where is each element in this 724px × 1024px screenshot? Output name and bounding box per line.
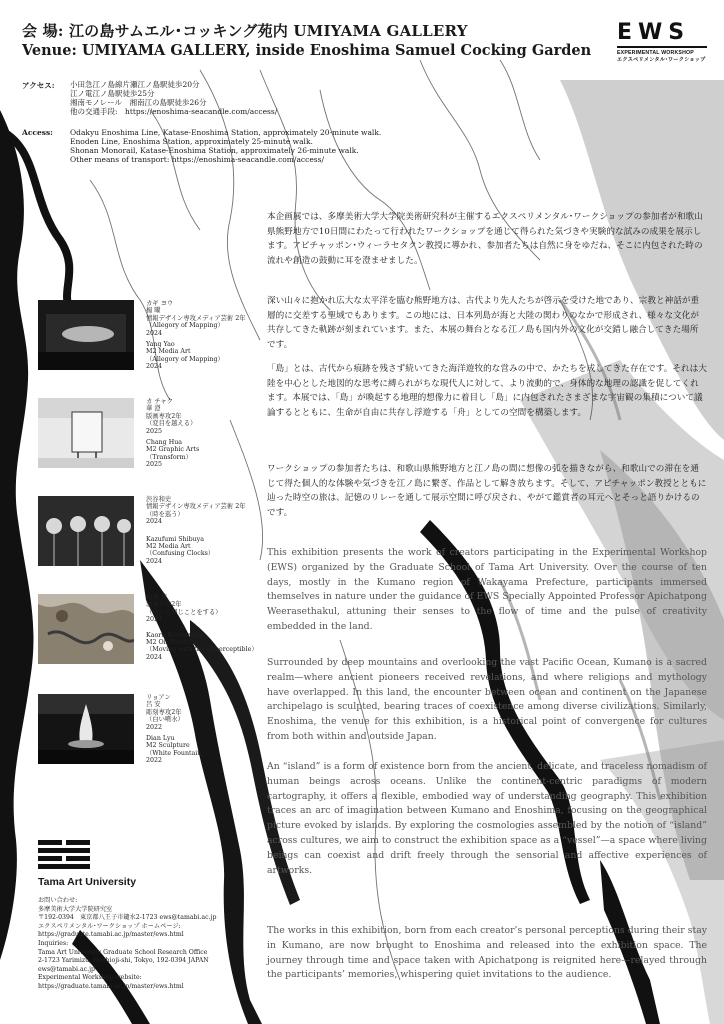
work-name-en: Dian Lyu	[146, 735, 175, 743]
work-ruby: リョアン	[146, 694, 171, 701]
work-caption-kazufumi-shibuya	[146, 496, 246, 565]
body-jp-paragraph-3: 「島」とは、古代から痕跡を残さず続いてきた海洋遊牧的な営みの中で、かたちを成してきた存在です。それは大陸を中心とした地図的な思考に縛られがちな現代人に対して、より流動的で、身体的な地理の認識を促してくれます。本展では、「島」が喚起する地理的想像力に着目し「島」に内包されたさまざまな宇宙観の集積について議論するとともに、生命が自由に共存し浮遊する「舟」としての空間を構築します。	[267, 364, 707, 418]
work-year-jp: 2024	[146, 518, 163, 526]
work-title-jp: （何かと同じことをする）	[146, 608, 222, 616]
access-url-line[interactable]: Other means of transport: https://enoshima-seacandle.com/access/	[70, 155, 324, 164]
work-title-jp: （Allegory of Mapping）	[146, 322, 224, 330]
access-list-en	[70, 128, 381, 164]
work-name-jp: 華 澄	[146, 405, 161, 413]
contact-block	[38, 897, 216, 992]
ews-logo-line2: エクスペリメンタル･ワークショップ	[617, 57, 706, 63]
venue-title-en: Venue: UMIYAMA GALLERY, inside Enoshima Samuel Cocking Garden	[22, 42, 592, 59]
access-line: 江ノ電江ノ島駅徒歩25分	[70, 89, 155, 98]
work-name-jp: 松澤 薫	[146, 594, 167, 601]
work-caption-chang-hua	[146, 398, 199, 469]
work-course-jp: 油画専攻2年	[146, 601, 182, 609]
ews-logo	[617, 22, 707, 64]
work-title-en: （Moving with the Imperceptible）	[146, 646, 258, 654]
work-name-en: Yang Yao	[146, 341, 175, 349]
body-jp-paragraph-2: 深い山々に抱かれ広大な太平洋を臨む熊野地方は、古代より先人たちが啓示を受けた地であり、宗教と神話が重層的に交差する聖域でもあります。この地には、日本列島が海と大陸の関わりのなかで形成され、様々な文化が共存してきた軌跡が刻まれています。また、本展の舞台となる江ノ島も国内外の文化が交錯し融合してきた場所です。	[267, 296, 700, 350]
work-year-jp: 2024	[146, 616, 163, 624]
work-course-en: M2 Media Art	[146, 543, 191, 551]
tama-art-university-logo	[38, 840, 98, 870]
work-year-en: 2025	[146, 461, 163, 469]
work-course-jp: 情報デザイン専攻メディア芸術 2年	[146, 314, 246, 322]
contact-url[interactable]: https://graduate.tamabi.ac.jp/master/ews.html	[38, 931, 184, 939]
access-line: Shonan Monorail, Katase-Enoshima Station, approximately 26-minute walk.	[70, 146, 359, 155]
contact-line: 多摩美術大学大学院研究室	[38, 905, 113, 913]
access-line: 湘南モノレール 湘南江の島駅徒歩26分	[70, 98, 207, 107]
contact-line: Tama Art University Graduate School Research Office	[38, 948, 208, 956]
work-course-en: M2 Graphic Arts	[146, 446, 200, 454]
work-course-jp: 彫刻専攻2年	[146, 708, 182, 716]
body-en-paragraph-1: This exhibition presents the work of creators participating in the Experimental Workshop (EWS) organized by the Graduate School of Tama Art University. Over the course of ten days, mostly in the Kumano region of Wakayama Prefecture, participants immersed themselves in nature under the guidance of EWS Specially Appointed Professor Apichatpong Weerasethakul, attuning their senses to the flow of time and the pulse of creativity embedded in the land.	[267, 547, 707, 632]
work-course-en: M2 Sculpture	[146, 742, 190, 750]
work-year-jp: 2024	[146, 329, 163, 337]
work-course-jp: 情報デザイン専攻メディア芸術 2年	[146, 503, 246, 511]
access-label-jp: アクセス:	[22, 81, 55, 90]
work-image-dian-lyu	[38, 694, 134, 764]
work-year-en: 2022	[146, 757, 163, 765]
work-ruby: カ チャク	[146, 398, 174, 405]
work-ruby: カギ ヨウ	[146, 300, 174, 307]
work-name-jp: 渋谷和史	[146, 496, 172, 503]
work-title-en: （Transform）	[146, 453, 192, 461]
venue-title-jp: 会 場: 江の島サムエル･コッキング苑内 UMIYAMA GALLERY	[22, 22, 468, 40]
contact-line: Experimental Workshop website:	[38, 974, 142, 982]
access-label-en: Access:	[22, 128, 53, 137]
access-url-line[interactable]: 他の交通手段: https://enoshima-seacandle.com/access/	[70, 107, 278, 116]
work-image-chang-hua	[38, 398, 134, 468]
body-jp-paragraph-1: 本企画展では、多摩美術大学大学院美術研究科が主催するエクスペリメンタル･ワークショップの参加者が和歌山県熊野地方で10日間にわたって行われたワークショップを通じて得られた気づきや実験的な試みの成果を展示します。アピチャッポン･ウィーラセタクン教授に導かれ、参加者たちは自然に身をゆだね、そこに内包された時の流れや創造の鼓動に耳を澄ませました。	[267, 212, 703, 266]
contact-url[interactable]: https://graduate.tamabi.ac.jp/master/ews.html	[38, 982, 184, 990]
body-en-paragraph-2: Surrounded by deep mountains and overlooking the vast Pacific Ocean, Kumano is a sacred realm—where ancient pioneers received revelations, and where religions and mythology have overlapped. In this land, the encounter between ocean and continent on the Japanese archipelago is sculpted, bearing traces of coexistence among diverse civilizations. Similarly, Enoshima, the venue for this exhibition, is a historical point of convergence for cultures from both within and outside Japan.	[267, 657, 707, 742]
black-band-left	[0, 110, 33, 960]
work-title-en: （Allegory of Mapping）	[146, 355, 224, 363]
work-title-jp: （時を巡う）	[146, 510, 184, 518]
work-name-en: Kazufumi Shibuya	[146, 535, 204, 543]
access-line: Enoden Line, Enoshima Station, approximately 25-minute walk.	[70, 137, 313, 146]
contact-line: エクスペリメンタル･ワークショップ ホームページ:	[38, 922, 181, 930]
contact-line: お問い合わせ:	[38, 897, 78, 904]
contact-line: Inquiries:	[38, 939, 69, 947]
work-image-yang-yao	[38, 300, 134, 370]
contact-email[interactable]: ews@tamabi.ac.jp	[38, 965, 95, 973]
work-year-jp: 2025	[146, 427, 163, 435]
access-line: Odakyu Enoshima Line, Katase-Enoshima Station, approximately 20-minute walk.	[70, 128, 382, 137]
work-title-en: （White Fountain）	[146, 749, 208, 757]
work-title-jp: （白い噴水）	[146, 716, 184, 724]
work-year-en: 2024	[146, 557, 163, 565]
work-caption-dian-lyu	[146, 694, 208, 765]
contact-line: 〒192-0394 東京都八王子市鑓水2-1723 ews@tamabi.ac.jp	[38, 914, 217, 922]
work-year-en: 2024	[146, 653, 163, 661]
access-line: 小田急江ノ島線片瀬江ノ島駅徒歩20分	[70, 80, 200, 89]
contact-line: 2-1723 Yarimizu, Hachioji-shi, Tokyo, 192-0394 JAPAN	[38, 957, 209, 965]
work-name-jp: 呂 安	[146, 701, 161, 709]
work-year-en: 2024	[146, 363, 163, 371]
work-image-kaoru-matsuzawa	[38, 594, 134, 664]
work-name-en: Chang Hua	[146, 439, 183, 447]
work-year-jp: 2022	[146, 723, 163, 731]
access-list-jp	[70, 80, 277, 116]
work-course-jp: 版画専攻2年	[146, 412, 182, 420]
work-caption-yang-yao	[146, 300, 246, 371]
work-title-en: （Confusing Clocks）	[146, 550, 215, 558]
work-course-en: M2 Media Art	[146, 348, 191, 356]
body-en-paragraph-4: The works in this exhibition, born from each creator’s personal perceptions during their stay in Kumano, are now brought to Enoshima and released into the exhibition space. The journey through time and space taken with Apichatpong is reignited here—relayed through the participants’ memories, whispering quiet invitations to the audience.	[267, 925, 707, 981]
body-en-paragraph-3: An “island” is a form of existence born from the ancient, delicate, and traceless nomadism of human beings across oceans. Unlike the continent-centric paradigms of modern cartography, it offers a flexible, embodied way of understanding geography. This exhibition traces an arc of imagination between Kumano and Enoshima, focusing on the geographical picture evoked by islands. By exploring the cosmologies assembled by the notion of “island” across cultures, we aim to construct the exhibition space as a “vessel”—a space where living beings can coexist and drift freely through the sensorial and affective experiences of artworks.	[267, 761, 707, 876]
work-course-en: M2 Oil Painting	[146, 639, 197, 647]
university-name: Tama Art University	[38, 876, 137, 888]
work-name-jp: 楊 曜	[146, 307, 161, 315]
ews-logo-mark: EWS	[617, 20, 691, 45]
work-image-kazufumi-shibuya	[38, 496, 134, 566]
work-name-en: Kaoru Matsuzawa	[146, 631, 204, 639]
body-jp-paragraph-4: ワークショップの参加者たちは、和歌山県熊野地方と江ノ島の間に想像の弧を描きながら、和歌山での滞在を通じて得た個人的な体験や気づきを江ノ島に繋ぎ、作品として解き放ちます。そして、アピチャッポン教授とともに辿った時空の旅は、記憶のリレーを通して展示空間に呼び戻され、やがて鑑賞者の耳元へとそっと語りかけるのです。	[267, 464, 707, 518]
work-title-jp: （変目を越える）	[146, 420, 197, 428]
work-caption-kaoru-matsuzawa	[146, 594, 258, 661]
ews-logo-line1: EXPERIMENTAL WORKSHOP	[617, 50, 694, 56]
